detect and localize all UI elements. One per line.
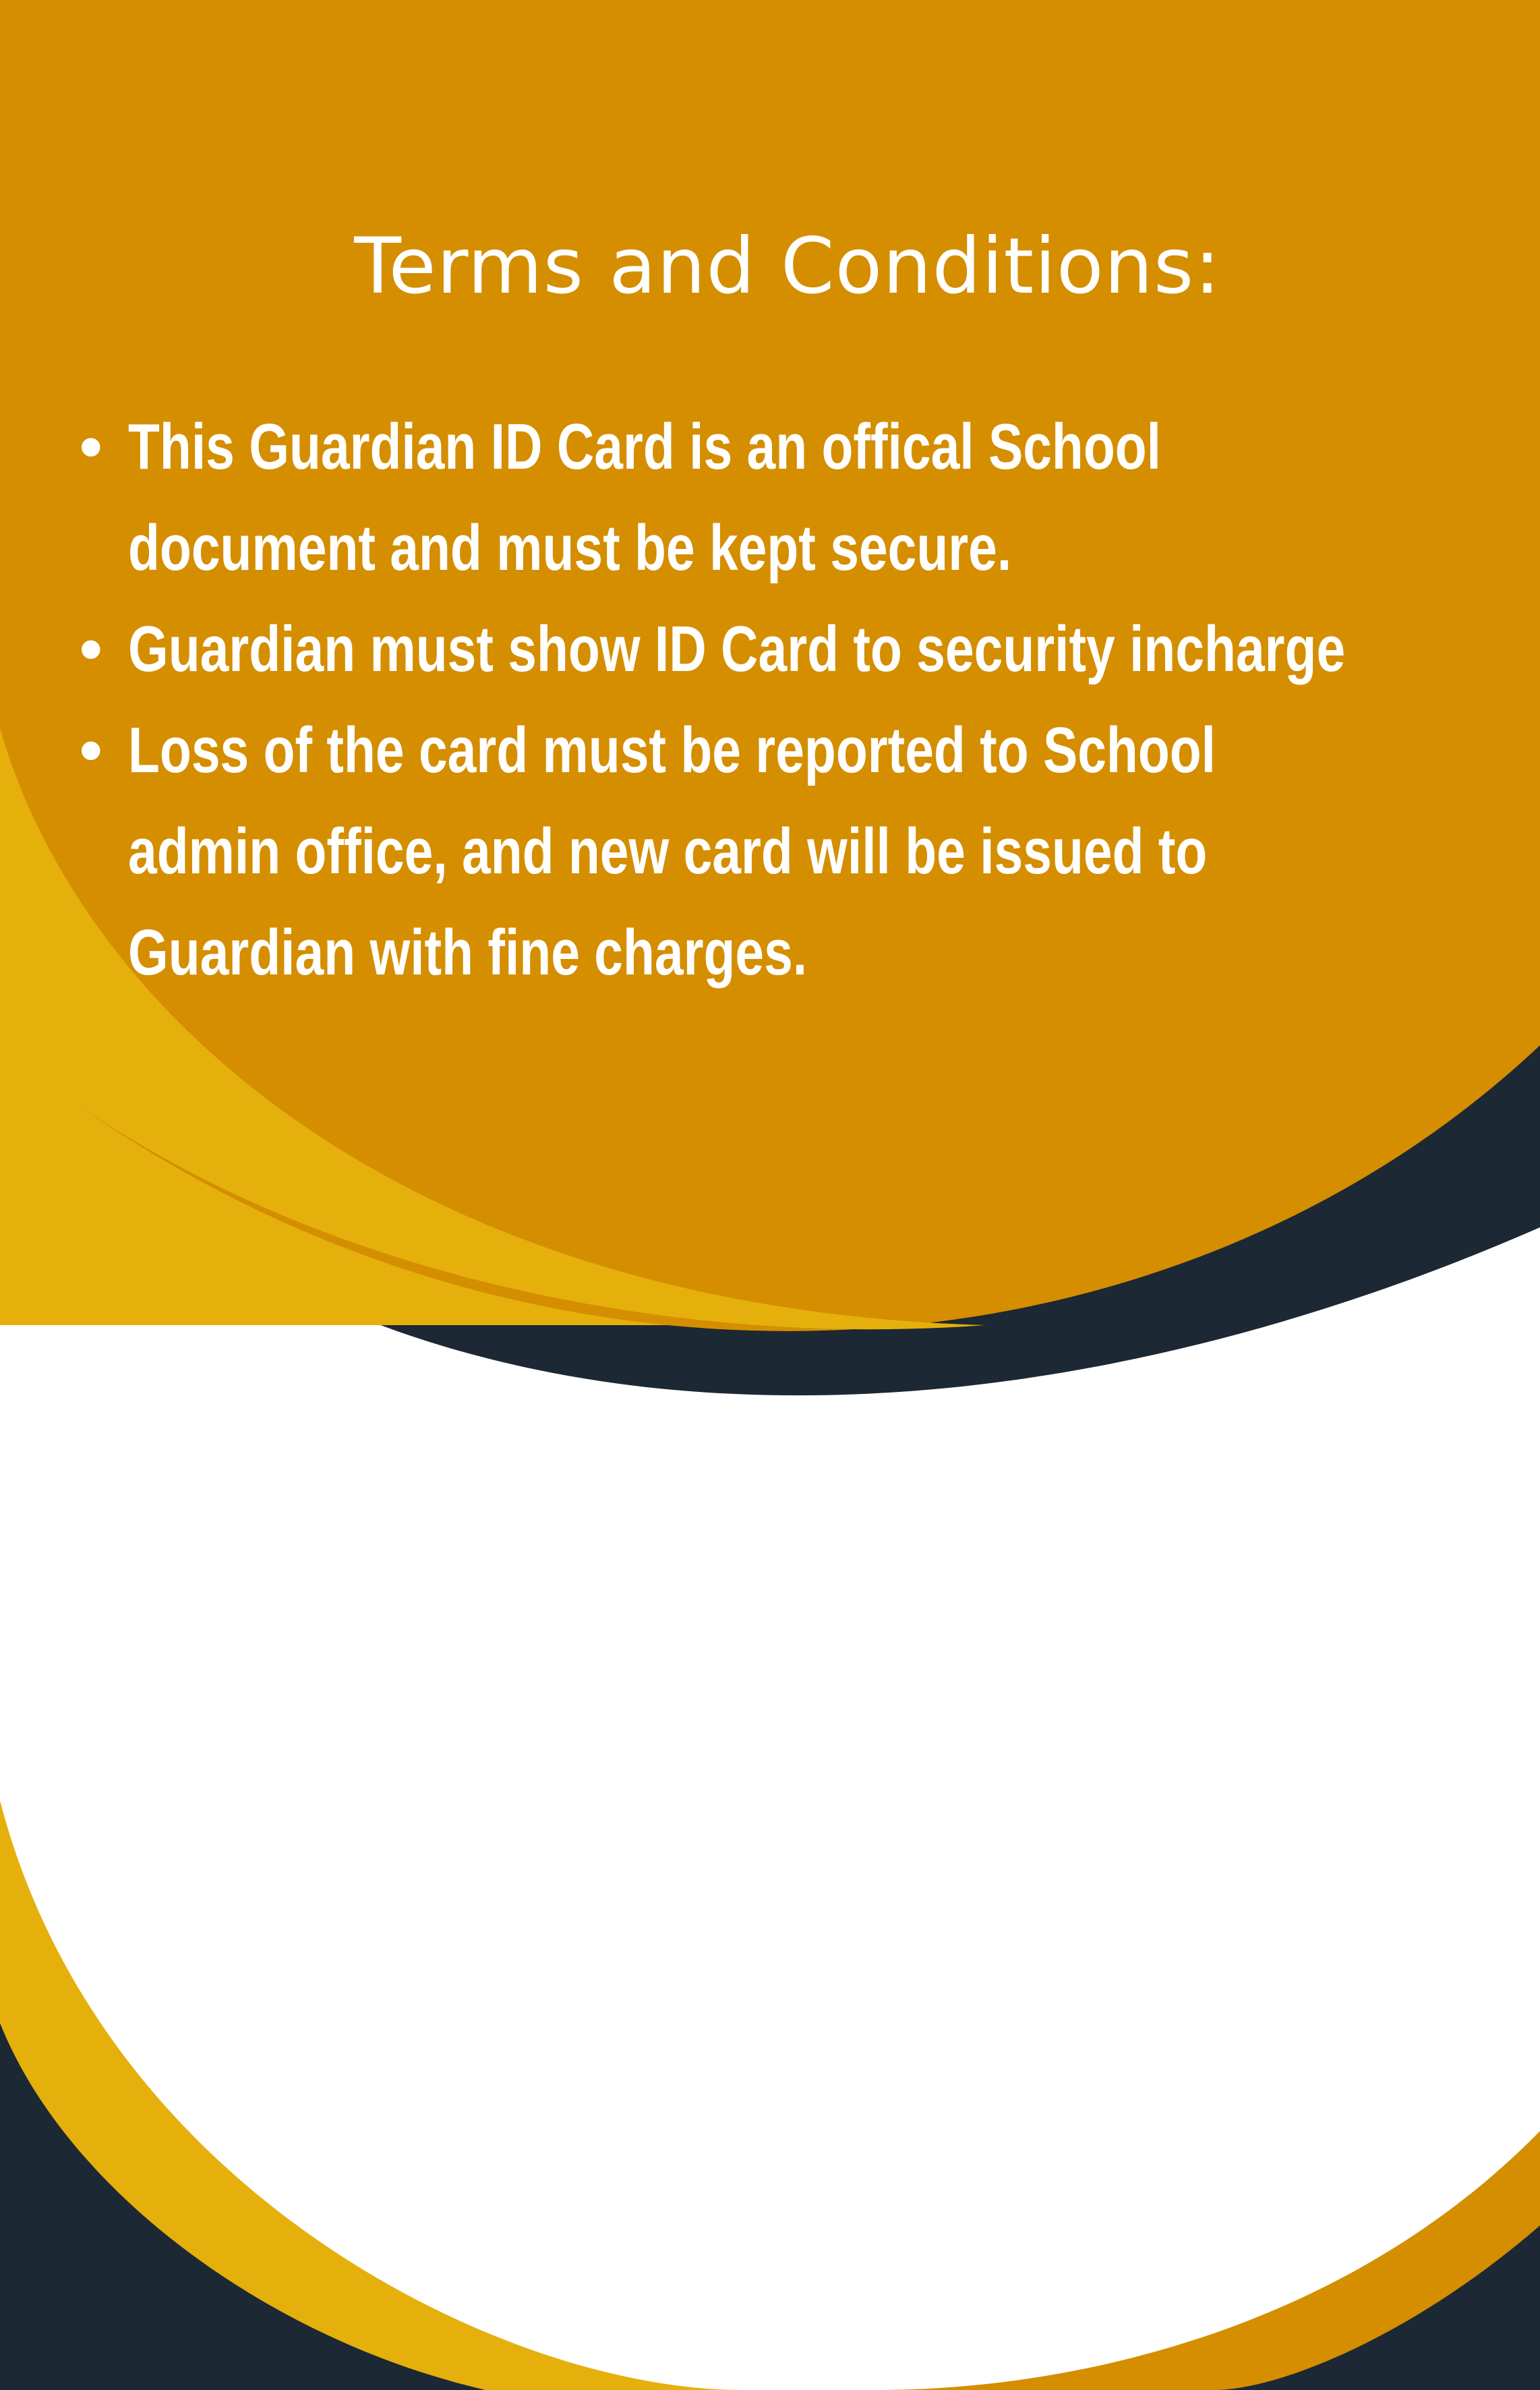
term-item-3 bbox=[74, 700, 1517, 1003]
bullet-icon: • bbox=[80, 613, 102, 685]
term-3-line-2: admin office, and new card will be issued to bbox=[128, 815, 1208, 887]
terms-content bbox=[0, 0, 1540, 1079]
term-item-1 bbox=[74, 397, 1517, 599]
term-2-line-1: Guardian must show ID Card to security incharge bbox=[128, 613, 1346, 685]
terms-list bbox=[74, 397, 1517, 1003]
term-3-line-1: Loss of the card must be reported to School bbox=[128, 714, 1216, 786]
terms-title: Terms and Conditions: bbox=[354, 221, 1221, 311]
term-3-line-3: Guardian with fine charges. bbox=[128, 916, 808, 989]
term-1-line-2: document and must be kept secure. bbox=[128, 512, 1012, 584]
bullet-icon: • bbox=[80, 714, 102, 786]
term-item-2 bbox=[74, 599, 1517, 700]
term-1-line-1: This Guardian ID Card is an offical School bbox=[128, 411, 1161, 483]
bullet-icon: • bbox=[80, 411, 102, 483]
